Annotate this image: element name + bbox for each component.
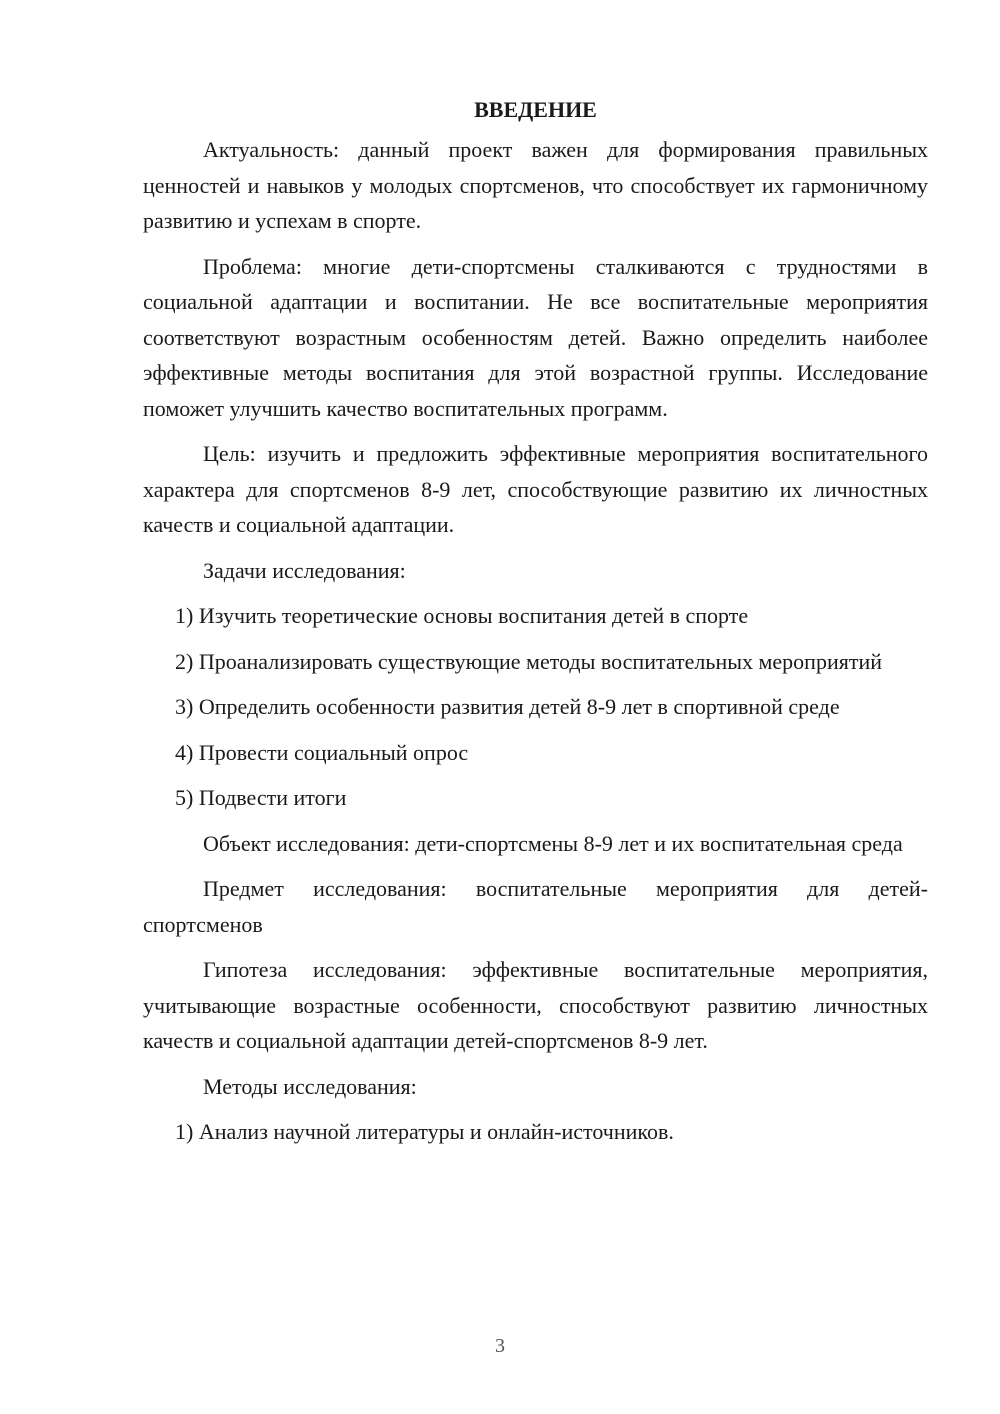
paragraph-relevance: Актуальность: данный проект важен для формирования правильных ценностей и навыков у молодых спортсменов, что способствует их гармоничному развитию и успехам в спорте. [143, 137, 928, 233]
list-item-task-1: 1) Изучить теоретические основы воспитания детей в спорте [175, 603, 749, 628]
list-item-task-3: 3) Определить особенности развития детей 8-9 лет в спортивной среде [175, 694, 840, 719]
paragraph-hypothesis: Гипотеза исследования: эффективные воспитательные мероприятия, учитывающие возрастные особенности, способствуют развитию личностных качеств и социальной адаптации детей-спортсменов 8-9 лет. [143, 957, 928, 1053]
paragraph-problem: Проблема: многие дети-спортсмены сталкиваются с трудностями в социальной адаптации и воспитании. Не все воспитательные мероприятия соответствуют возрастным особенностям детей. Важно определить наиболее эффективные методы воспитания для этой возрастной группы. Исследование поможет улучшить качество воспитательных программ. [143, 253, 928, 421]
list-item-task-5: 5) Подвести итоги [175, 785, 347, 810]
page-number: 3 [495, 1335, 505, 1357]
list-item-task-2: 2) Проанализировать существующие методы воспитательных мероприятий [175, 648, 883, 674]
list-item-method-1: 1) Анализ научной литературы и онлайн-источников. [175, 1119, 674, 1144]
document-page [143, 92, 928, 1150]
section-title: ВВЕДЕНИЕ [474, 97, 597, 122]
paragraph-methods-heading: Методы исследования: [203, 1073, 417, 1099]
paragraph-object: Объект исследования: дети-спортсмены 8-9 лет и их воспитательная среда [203, 830, 903, 856]
list-item-task-4: 4) Провести социальный опрос [175, 739, 469, 765]
paragraph-goal: Цель: изучить и предложить эффективные мероприятия воспитательного характера для спортсменов 8-9 лет, способствующие развитию их личностных качеств и социальной адаптации. [143, 441, 928, 537]
paragraph-subject: Предмет исследования: воспитательные мероприятия для детей-спортсменов [143, 876, 928, 937]
paragraph-tasks-heading: Задачи исследования: [203, 557, 406, 583]
